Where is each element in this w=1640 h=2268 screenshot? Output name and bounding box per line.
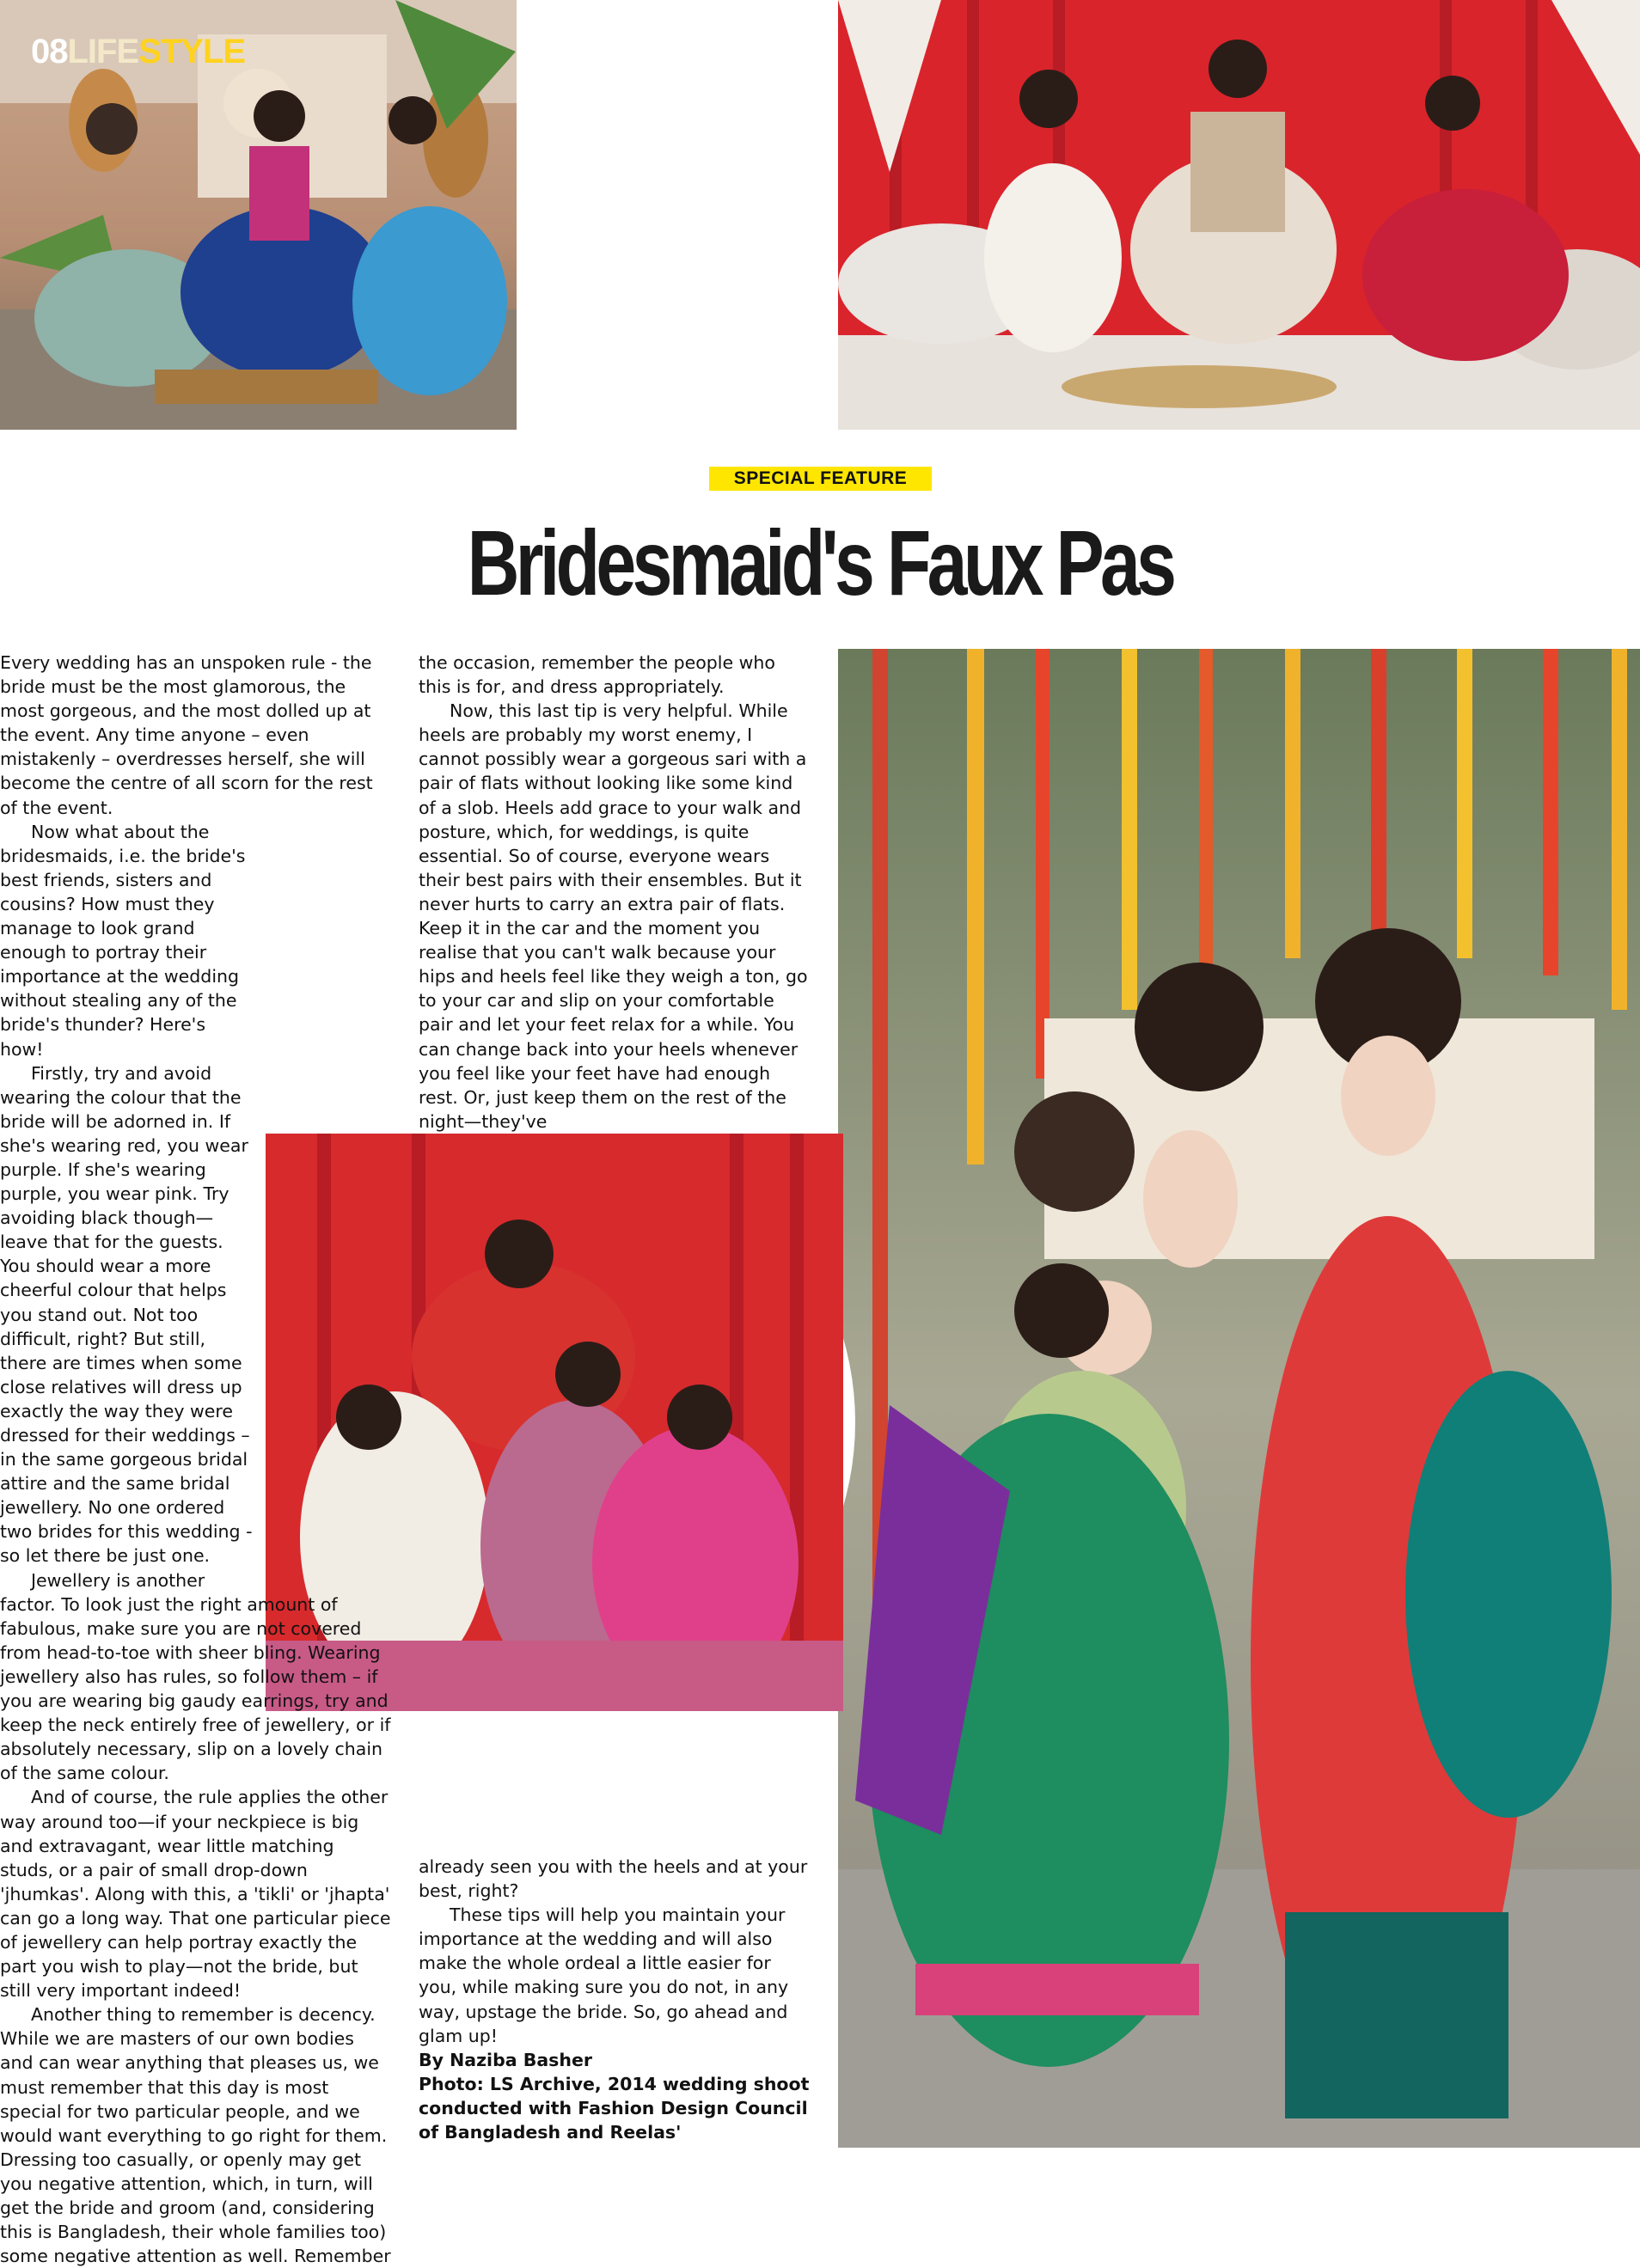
paragraph: Another thing to remember is decency. While we are masters of our own bodies and can wear anything that pleases us, we must remember that this day is most special for two particular people, and we would want everything to go right for them. Dressing too casually, or openly may get you negative attention, which, in turn, will get the bride and groom (and, considering this is Bangladesh, their whole families too) some negative attention as well. Remember [0,2004,391,2267]
photo-right-large-art [838,649,1640,2148]
article-column-2-bottom [419,1855,810,2144]
article-column-2-top [419,651,810,1134]
section-kicker: SPECIAL FEATURE [709,467,932,491]
article-column-1 [0,651,391,2267]
photo-top-right-art [838,0,1640,430]
paragraph: the occasion, remember the people who this is for, and dress appropriately. [419,652,775,698]
paragraph: Now, this last tip is very helpful. While heels are probably my worst enemy, I cannot possibly wear a gorgeous sari with a pair of flats without looking like some kind of a slob. Heels add grace to your walk and posture, which, for weddings, is quite essential. So of course, everyone wears their best pairs with their ensembles. But it never hurts to carry an extra pair of flats. Keep it in the car and the moment you realise that you can't walk because your hips and heels feel like they weigh a ton, go to your car and slip on your comfortable pair and let your feet relax for a while. You can change back into your heels whenever you feel like your feet have had enough rest. Or, just keep them on the rest of the night—they've [419,700,808,1132]
paragraph: already seen you with the heels and at your best, right? [419,1856,808,1902]
paragraph: Jewellery is another factor. To look just the right amount of fabulous, make sure you are not covered from head-to-toe with sheer bling. Wearing jewellery also has rules, so follow them – if you are wearing big gaudy earrings, try and keep the neck entirely free of jewellery, or if absolutely necessary, slip on a lovely chain of the same colour. [0,1569,391,1784]
photo-credit: Photo: LS Archive, 2014 wedding shoot conducted with Fashion Design Council of Bangladesh and Reelas' [419,2073,810,2143]
photo-top-right [838,0,1640,430]
paragraph: Firstly, try and avoid wearing the colour that the bride will be adorned in. If she's wearing red, you wear purple. If she's wearing purple, you wear pink. Try avoiding black though— leave that for the guests. You should wear a more cheerful colour that helps you stand out. Not too difficult, right? But still, there are times when some close relatives will dress up exactly the way they were dressed for their weddings – in the same gorgeous bridal attire and the same bridal jewellery. No one ordered two brides for this wedding - so let there be just one. [0,1062,253,1567]
section-suffix: STYLE [138,33,246,70]
masthead [31,33,245,70]
paragraph: And of course, the rule applies the other way around too—if your neckpiece is big and extravagant, wear little matching studs, or a pair of small drop-down 'jhumkas'. Along with this, a 'tikli' or 'jhapta' can go a long way. That one particular piece of jewellery can help portray exactly the part you wish to play—not the bride, but still very important indeed! [0,1787,391,2002]
paragraph: These tips will help you maintain your importance at the wedding and will also make the whole ordeal a little easier for you, while making sure you do not, in any way, upstage the bride. So, go ahead and glam up! [419,1904,789,2046]
paragraph: Now what about the bridesmaids, i.e. the bride's best friends, sisters and cousins? How must they manage to look grand enough to portray their importance at the wedding without stealing any of the bride's thunder? Here's how! [0,821,246,1060]
byline: By Naziba Basher [419,2049,592,2070]
headline: Bridesmaid's Faux Pas [467,510,1173,614]
section-prefix: LIFE [67,33,139,70]
photo-right-large [838,649,1640,2148]
page-number: 08 [31,33,68,70]
paragraph: Every wedding has an unspoken rule - the bride must be the most glamorous, the most gorgeous, and the most dolled up at the event. Any time anyone – even mistakenly – overdresses herself, she will become the centre of all scorn for the rest of the event. [0,652,373,818]
